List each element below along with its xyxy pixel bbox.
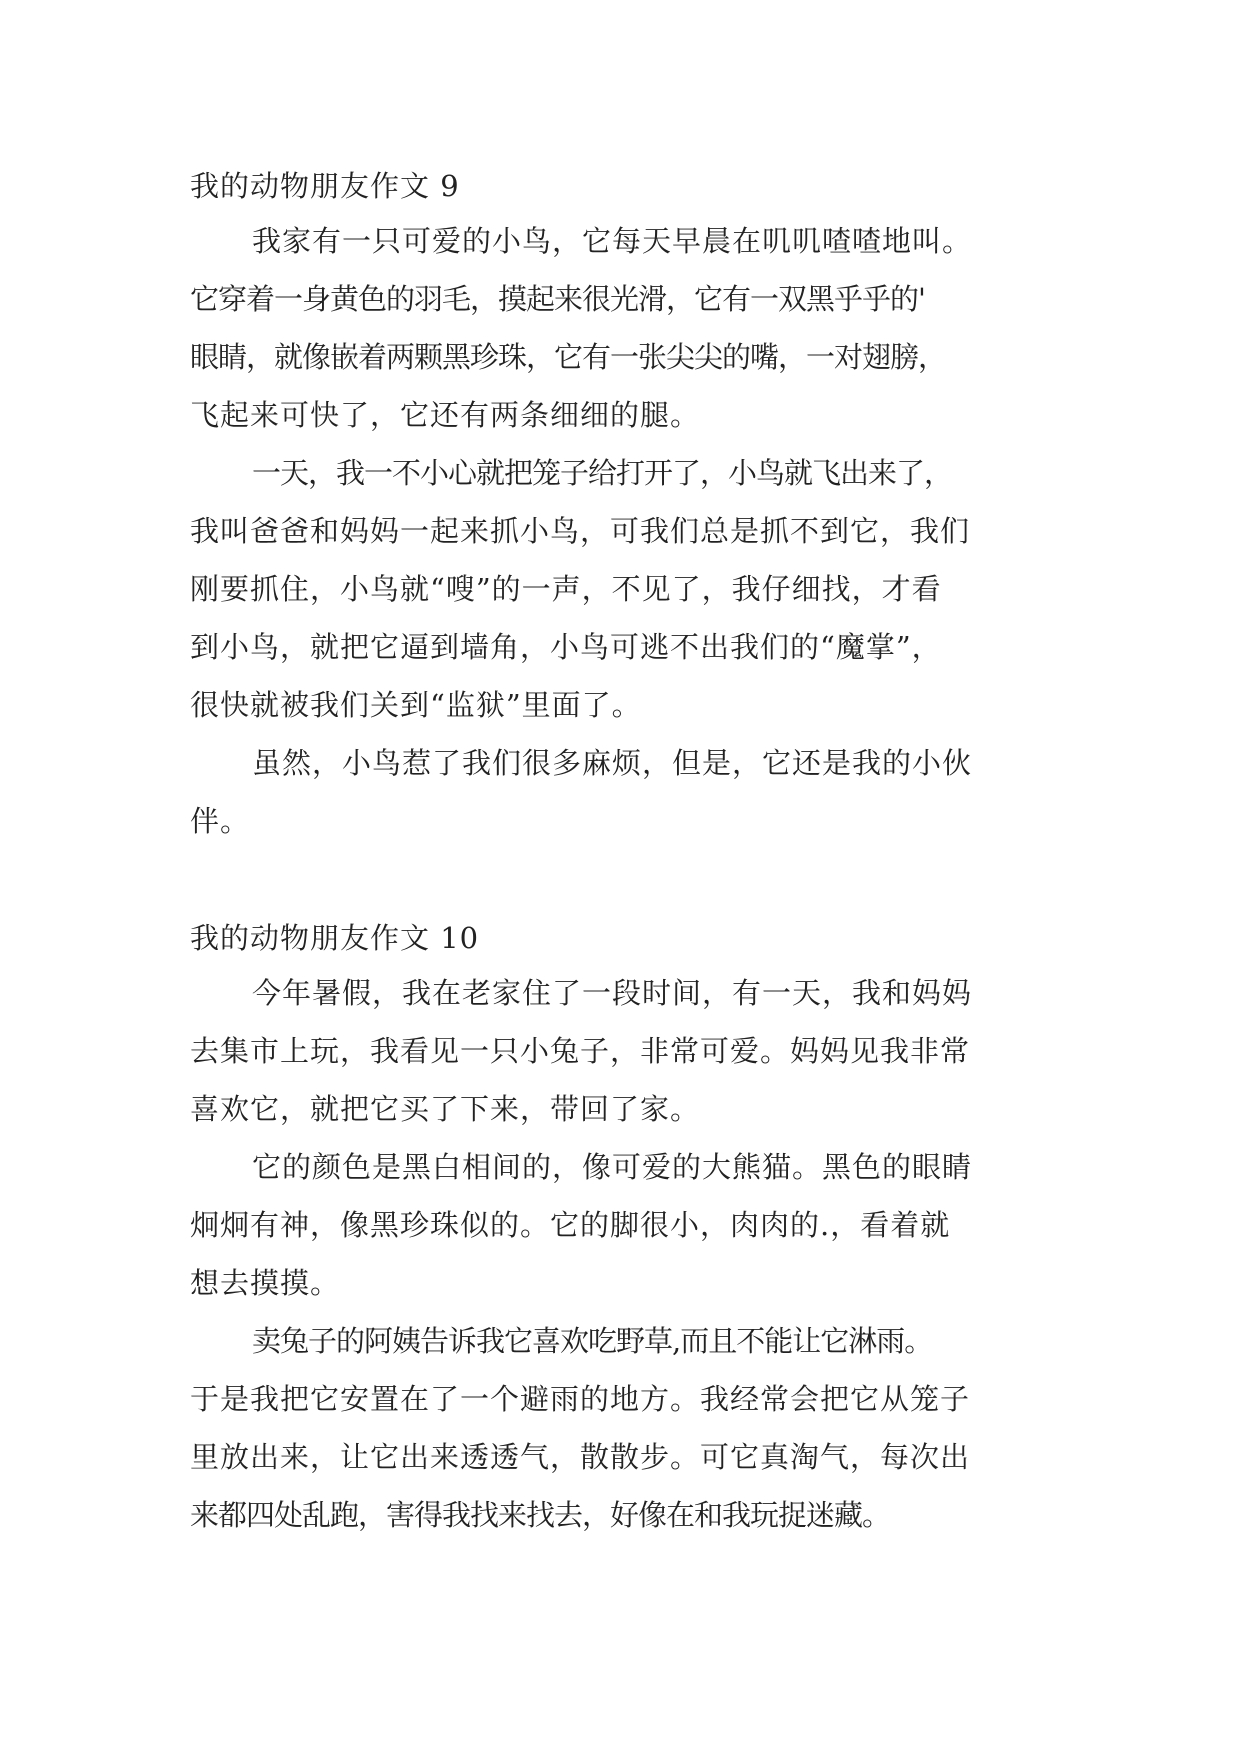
paragraph-line: 眼睛，就像嵌着两颗黑珍珠，它有一张尖尖的嘴，一对翅膀， (190, 340, 947, 374)
paragraph-line: 很快就被我们关到“监狱”里面了。 (190, 688, 642, 722)
paragraph-line: 去集市上玩，我看见一只小兔子，非常可爱。妈妈见我非常 (190, 1034, 971, 1068)
paragraph-line: 想去摸摸。 (190, 1266, 341, 1300)
paragraph-line: 卖兔子的阿姨告诉我它喜欢吃野草,而且不能让它淋雨。 (252, 1324, 933, 1358)
paragraph-line: 它的颜色是黑白相间的，像可爱的大熊猫。黑色的眼睛 (252, 1150, 973, 1184)
paragraph-line: 虽然，小鸟惹了我们很多麻烦，但是，它还是我的小伙 (252, 746, 973, 780)
paragraph-line: 我叫爸爸和妈妈一起来抓小鸟，可我们总是抓不到它，我们 (190, 514, 971, 548)
essay-title: 我的动物朋友作文 9 (190, 169, 460, 203)
paragraph-line: 里放出来，让它出来透透气，散散步。可它真淘气，每次出 (190, 1440, 971, 1474)
paragraph-line: 今年暑假，我在老家住了一段时间，有一天，我和妈妈 (252, 976, 973, 1010)
essay-10 (190, 912, 1058, 1544)
paragraph-line: 到小鸟，就把它逼到墙角，小鸟可逃不出我们的“魔掌”， (190, 630, 942, 664)
paragraph-line: 伴。 (190, 804, 251, 838)
paragraph-line: 喜欢它，就把它买了下来，带回了家。 (190, 1092, 701, 1126)
paragraph-line: 炯炯有神，像黑珍珠似的。它的脚很小，肉肉的.，看着就 (190, 1208, 951, 1242)
paragraph-line: 刚要抓住，小鸟就“嗖”的一声，不见了，我仔细找，才看 (190, 572, 942, 606)
paragraph-line: 它穿着一身黄色的羽毛，摸起来很光滑，它有一双黑乎乎的' (190, 282, 925, 316)
paragraph-line: 于是我把它安置在了一个避雨的地方。我经常会把它从笼子 (190, 1382, 971, 1416)
essay-title: 我的动物朋友作文 10 (190, 921, 480, 955)
paragraph-line: 一天，我一不小心就把笼子给打开了，小鸟就飞出来了， (252, 456, 953, 490)
paragraph-line: 来都四处乱跑，害得我找来找去，好像在和我玩捉迷藏。 (190, 1498, 891, 1532)
paragraph-line: 我家有一只可爱的小鸟，它每天早晨在叽叽喳喳地叫。 (252, 224, 973, 258)
essay-9 (190, 160, 1058, 850)
paragraph-line: 飞起来可快了，它还有两条细细的腿。 (190, 398, 701, 432)
